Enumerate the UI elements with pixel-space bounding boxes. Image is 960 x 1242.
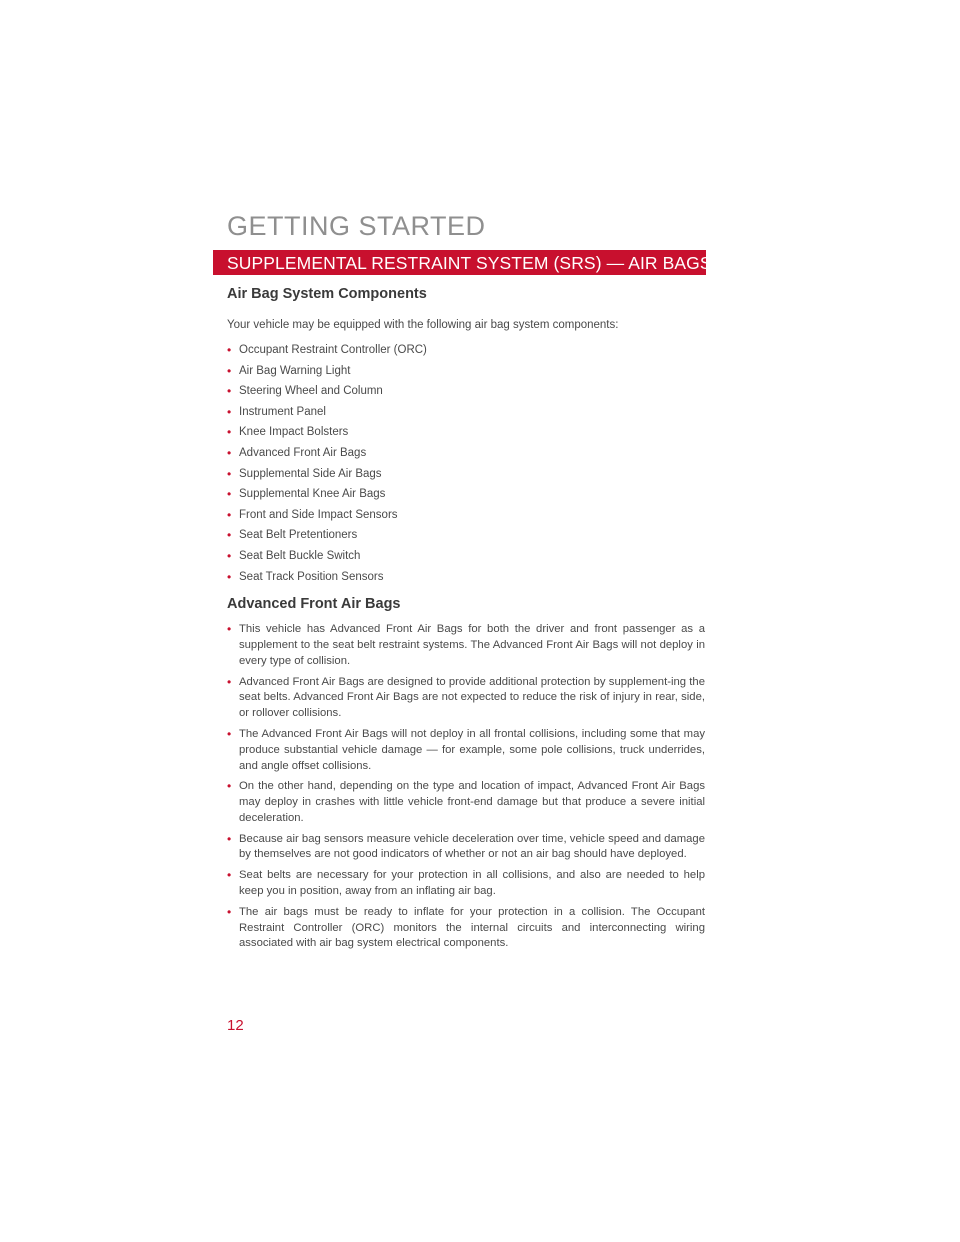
list-item <box>227 446 705 467</box>
advanced-heading: Advanced Front Air Bags <box>227 596 401 613</box>
bullet-icon: • <box>227 831 232 846</box>
components-intro: Your vehicle may be equipped with the following air bag system components: <box>227 319 619 331</box>
list-item-text: Seat Belt Buckle Switch <box>239 549 361 562</box>
list-item <box>227 487 705 508</box>
title-bar <box>213 250 712 275</box>
list-item-text: Seat Belt Pretentioners <box>239 529 358 542</box>
list-item <box>227 905 705 952</box>
page-number: 12 <box>227 1017 244 1034</box>
list-item <box>227 622 705 669</box>
list-item-text: The air bags must be ready to inflate for your protection in a collision. The Occupant Restraint Controller (ORC) monitors the internal circuits and interconnecting wiring associated with air bag system electrical components. <box>239 905 705 950</box>
list-item-text: On the other hand, depending on the type and location of impact, Advanced Front Air Bags may deploy in crashes with little vehicle front-end damage but that produce a severe initial deceleration. <box>239 780 705 824</box>
list-item-text: Seat belts are necessary for your protection in all collisions, and also are needed to help keep you in position, away from an inflating air bag. <box>239 869 705 898</box>
bullet-icon: • <box>227 569 232 584</box>
bullet-icon: • <box>227 445 232 460</box>
bullet-icon: • <box>227 779 232 794</box>
bullet-icon: • <box>227 868 232 883</box>
bullet-icon: • <box>227 507 232 522</box>
list-item <box>227 467 705 488</box>
list-item-text: Occupant Restraint Controller (ORC) <box>239 344 427 356</box>
advanced-list <box>227 622 705 952</box>
bullet-icon: • <box>227 674 232 689</box>
bullet-icon: • <box>227 363 232 378</box>
list-item <box>227 570 705 591</box>
list-item-text: Knee Impact Bolsters <box>239 426 349 439</box>
section-header: GETTING STARTED <box>227 211 486 241</box>
list-item <box>227 868 705 900</box>
bullet-icon: • <box>227 404 232 419</box>
components-heading: Air Bag System Components <box>227 286 427 302</box>
bullet-icon: • <box>227 466 232 481</box>
bullet-icon: • <box>227 528 232 543</box>
list-item <box>227 405 705 426</box>
list-item-text: Air Bag Warning Light <box>239 364 351 377</box>
content-area <box>227 285 705 957</box>
list-item <box>227 384 705 405</box>
list-item <box>227 508 705 529</box>
list-item-text: The Advanced Front Air Bags will not deploy in all frontal collisions, including some that may produce substantial vehicle damage — for example, some pole collisions, truck underrides, and angle offset collisions. <box>239 727 705 772</box>
list-item <box>227 675 705 722</box>
list-item-text: Steering Wheel and Column <box>239 385 383 398</box>
bullet-icon: • <box>227 548 232 563</box>
page-title: SUPPLEMENTAL RESTRAINT SYSTEM (SRS) — AIR BAGS <box>227 253 712 273</box>
bullet-icon: • <box>227 384 232 399</box>
list-item <box>227 727 705 774</box>
list-item-text: Because air bag sensors measure vehicle deceleration over time, vehicle speed and damage by themselves are not good indicators of whether or not an air bag should have deployed. <box>239 832 705 861</box>
bullet-icon: • <box>227 726 232 741</box>
list-item-text: Advanced Front Air Bags are designed to provide additional protection by supplement-ing the seat belts. Advanced Front Air Bags are not expected to reduce the risk of injury in rear, side, or rollover collisions. <box>239 675 705 720</box>
list-item-text: This vehicle has Advanced Front Air Bags for both the driver and front passenger as a supplement to the seat belt restraint systems. The Advanced Front Air Bags will not deploy in every type of collision. <box>239 623 705 667</box>
list-item <box>227 549 705 570</box>
list-item <box>227 779 705 826</box>
list-item <box>227 425 705 446</box>
list-item <box>227 364 705 385</box>
list-item <box>227 528 705 549</box>
list-item-text: Seat Track Position Sensors <box>239 570 384 583</box>
list-item-text: Advanced Front Air Bags <box>239 446 367 459</box>
components-list <box>227 343 705 590</box>
list-item-text: Supplemental Knee Air Bags <box>239 488 386 501</box>
bullet-icon: • <box>227 487 232 502</box>
list-item-text: Supplemental Side Air Bags <box>239 467 382 480</box>
list-item <box>227 832 705 864</box>
bullet-icon: • <box>227 622 232 637</box>
list-item <box>227 343 705 364</box>
bullet-icon: • <box>227 904 232 919</box>
bullet-icon: • <box>227 425 232 440</box>
list-item-text: Instrument Panel <box>239 405 326 418</box>
list-item-text: Front and Side Impact Sensors <box>239 508 398 521</box>
bullet-icon: • <box>227 343 232 357</box>
